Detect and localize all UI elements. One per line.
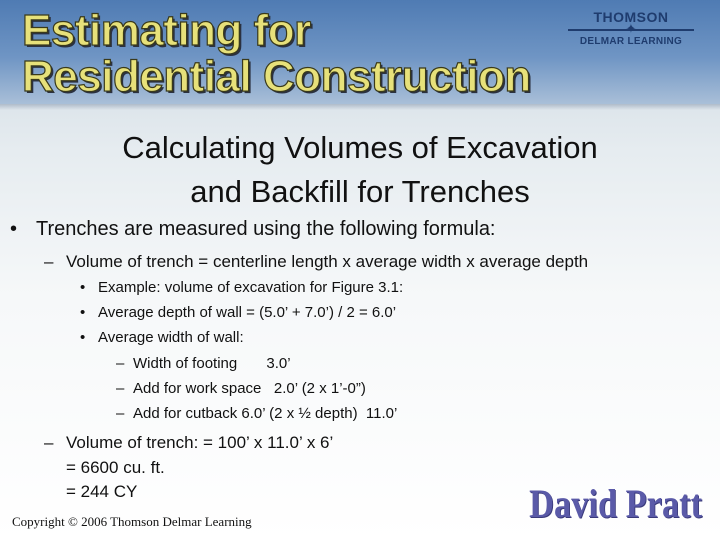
logo-delmar: DELMAR LEARNING	[579, 36, 683, 47]
bullet-marker: •	[10, 218, 18, 240]
width-footing: Width of footing 3.0’	[133, 355, 291, 372]
bullet-trenches: Trenches are measured using the following formula:	[36, 218, 496, 240]
publisher-logo	[566, 10, 696, 52]
copyright-footer: Copyright © 2006 Thomson Delmar Learning	[12, 514, 252, 529]
author-signature: David Pratt	[529, 481, 702, 526]
volume-cy: = 244 CY	[66, 482, 138, 501]
header-banner	[0, 0, 720, 104]
width-cutback: Add for cutback 6.0’ (2 x ½ depth) 11.0’	[133, 405, 398, 422]
item-average-depth: Average depth of wall = (5.0’ + 7.0’) / 2 = 6.0’	[98, 304, 397, 321]
dash-marker: –	[116, 355, 125, 372]
course-title-line1: Estimating for	[22, 6, 311, 55]
dash-marker: –	[44, 433, 54, 452]
logo-divider	[566, 21, 696, 36]
bullet-marker: •	[80, 304, 86, 321]
dash-marker: –	[116, 405, 125, 422]
sub-bullet-formula: Volume of trench = centerline length x average width x average depth	[66, 252, 589, 271]
bullet-marker: •	[80, 329, 86, 346]
volume-cu-ft: = 6600 cu. ft.	[66, 458, 165, 477]
star-icon: ✦	[625, 21, 637, 36]
slide-heading-line1: Calculating Volumes of Excavation	[122, 130, 598, 165]
bullet-marker: •	[80, 279, 86, 296]
logo-thomson: THOMSON	[593, 9, 669, 25]
course-title-line2: Residential Construction	[22, 52, 531, 101]
item-average-width: Average width of wall:	[98, 329, 244, 346]
volume-of-trench: Volume of trench: = 100’ x 11.0’ x 6’	[66, 433, 334, 452]
slide-heading-line2: and Backfill for Trenches	[190, 174, 530, 209]
width-work-space: Add for work space 2.0’ (2 x 1’-0”)	[133, 380, 366, 397]
dash-marker: –	[116, 380, 125, 397]
item-example: Example: volume of excavation for Figure 3.1:	[98, 279, 404, 296]
dash-marker: –	[44, 252, 54, 271]
